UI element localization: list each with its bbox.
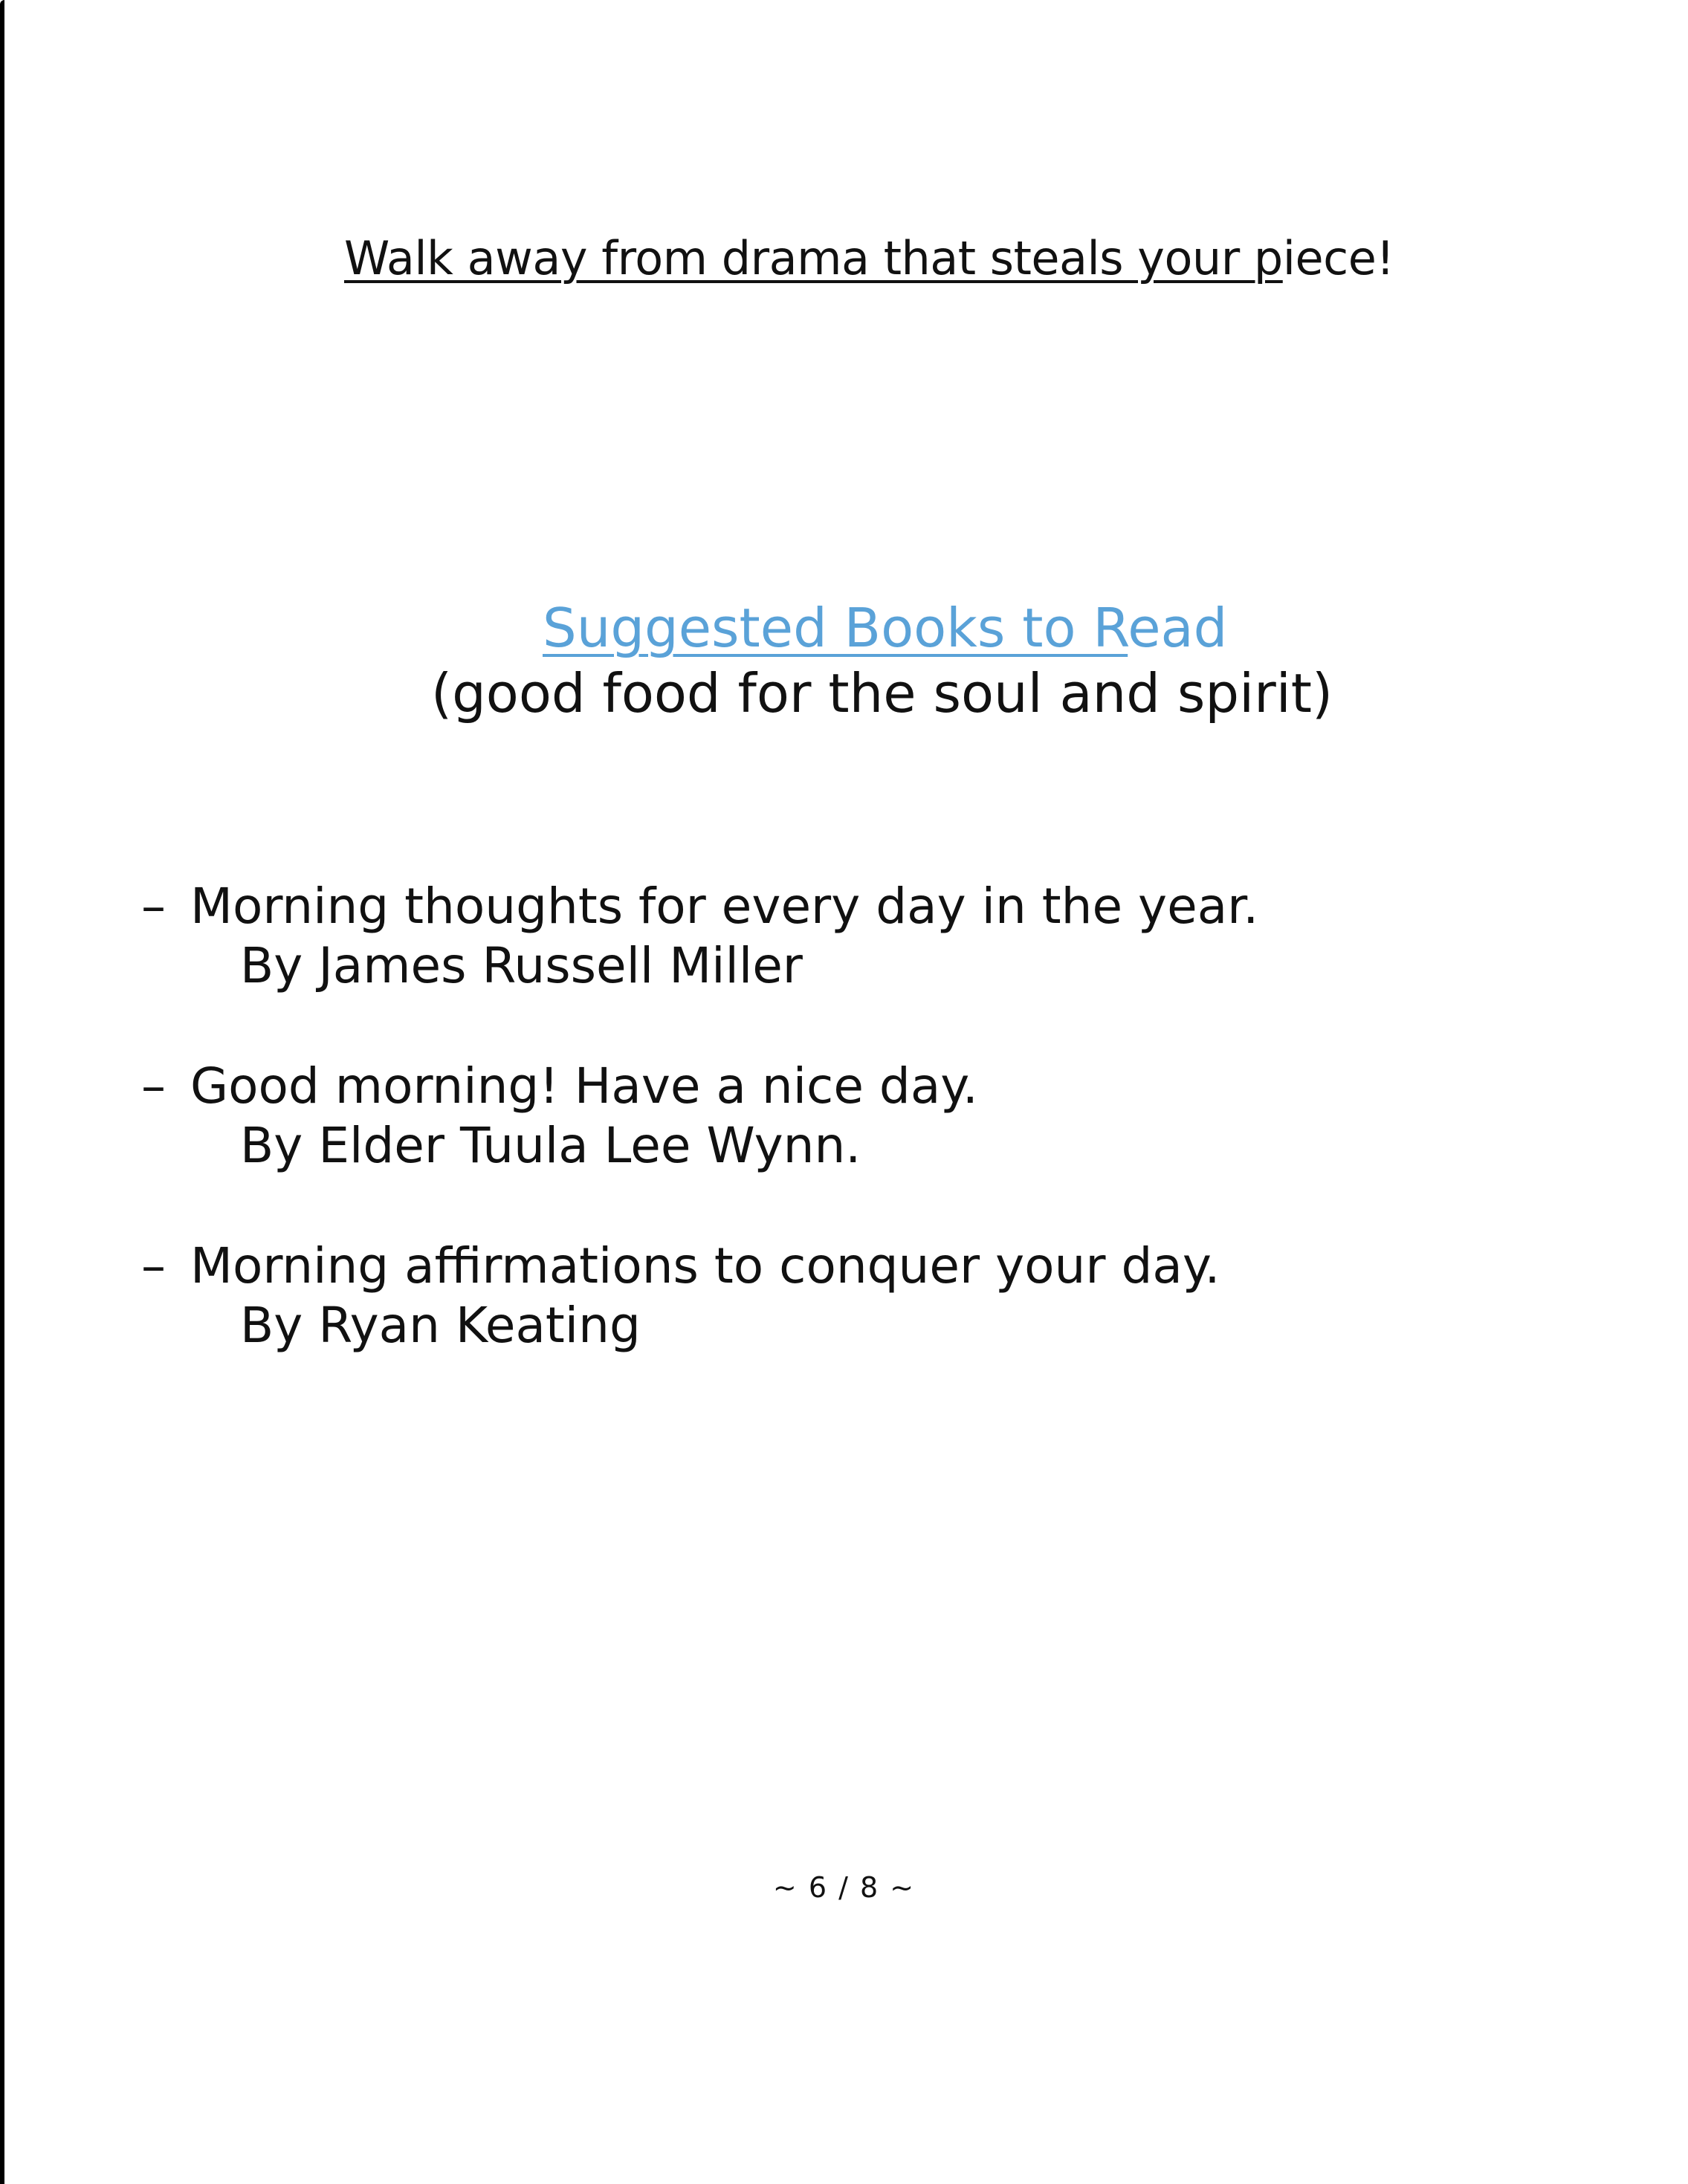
book-item	[141, 877, 1553, 996]
book-list	[141, 877, 1553, 1416]
book-item	[141, 1057, 1553, 1176]
page-headline	[344, 229, 1394, 288]
list-dash: –	[141, 1057, 166, 1115]
book-title: Good morning! Have a nice day.	[190, 1057, 978, 1115]
list-dash: –	[141, 1237, 166, 1294]
list-dash: –	[141, 878, 166, 935]
headline-underlined-text: Walk away from drama that steals your p	[344, 231, 1283, 285]
suggested-books-subtitle: (good food for the soul and spirit)	[431, 662, 1333, 725]
headline-rest-text: iece!	[1282, 231, 1394, 285]
book-author: By Ryan Keating	[240, 1297, 641, 1354]
book-title: Morning thoughts for every day in the year.	[190, 878, 1259, 935]
book-author: By James Russell Miller	[240, 937, 803, 994]
suggested-books-heading	[543, 594, 1227, 661]
book-author: By Elder Tuula Lee Wynn.	[240, 1117, 861, 1174]
suggested-books-heading-underlined: Suggested Books to R	[543, 597, 1128, 659]
page-number: ~ 6 / 8 ~	[772, 1871, 916, 1904]
book-item	[141, 1237, 1553, 1355]
book-title: Morning affirmations to conquer your day.	[190, 1237, 1220, 1294]
suggested-books-heading-rest: ead	[1128, 597, 1228, 659]
